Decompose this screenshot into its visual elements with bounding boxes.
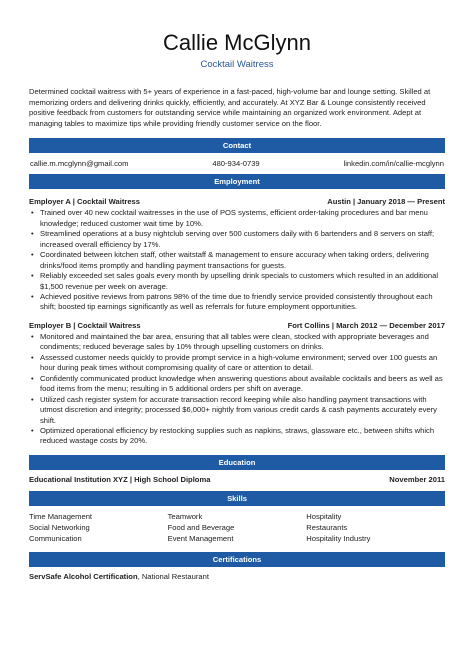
skill-item: Restaurants [306,522,348,532]
job-entry [29,320,445,447]
job-bullet: • Trained over 40 new cocktail waitresses in the use of POS systems, efficient order-taking procedures and bar menu knowledge; reduced customer wait time by 10%. [29,208,445,229]
certification-issuer: , National Restaurant [137,571,209,581]
school-degree: Educational Institution XYZ | High School Diploma [29,474,211,484]
job-title: Cocktail Waitress [200,59,274,70]
job-bullet: • Assessed customer needs quickly to provide prompt service in a high-volume environment; served over 100 guests an hour during peak times without compromising quality of care or attention to detail. [29,353,445,374]
skills-section-header: Skills [29,491,445,506]
job-bullet: • Utilized cash register system for accurate transaction record keeping while also handling payment transactions with utmost discretion and integrity; processed $6,000+ nightly from various credit cards & cash payments accurately every shift. [29,395,445,426]
skill-item: Teamwork [167,511,203,521]
candidate-name: Callie McGlynn [163,30,311,55]
job-bullet: • Achieved positive reviews from patrons 98% of the time due to friendly service provided consistently throughout each shift; boosted tip earnings significantly as well as referrals for future employment opportunities. [29,292,445,313]
education-section-header: Education [29,455,445,470]
linkedin-url: linkedin.com/in/callie-mcglynn [343,159,444,169]
certifications-section-header: Certifications [29,552,445,567]
job-location-dates: Fort Collins | March 2012 — December 2017 [287,320,445,330]
job-employer-title: Employer B | Cocktail Waitress [29,320,141,330]
contact-section-header: Contact [29,138,445,153]
job-bullet: • Monitored and maintained the bar area, ensuring that all tables were clean, stocked with appropriate beverages and condiments; reduced beverage sales by 10% through upselling customers on drinks. [29,332,445,353]
graduation-date: November 2011 [389,474,445,484]
job-employer-title: Employer A | Cocktail Waitress [29,197,141,207]
skill-item: Hospitality Industry [306,533,371,543]
job-bullet: • Reliably exceeded set sales goals every month by upselling drink specials to customers which resulted in an additional $1,500 revenue per week on average. [29,271,445,292]
job-bullet-list [29,208,445,313]
job-location-dates: Austin | January 2018 — Present [327,197,445,207]
skill-item: Social Networking [29,522,90,532]
skill-item: Communication [29,533,82,543]
skills-column [29,511,168,544]
employment-section-header: Employment [29,174,445,189]
skills-grid [29,511,445,544]
email-address: callie.m.mcglynn@gmail.com [30,159,129,169]
phone-number: 480-934-0739 [212,159,260,169]
job-bullet: • Confidently communicated product knowledge when answering questions about available cocktails and beers as well as food items from the menu; resulting in 5 additional orders per shift on average. [29,374,445,395]
job-entry [29,196,445,313]
job-header [29,320,445,331]
skills-column [306,511,445,544]
education-row [29,474,445,485]
job-bullet: • Coordinated between kitchen staff, other waitstaff & management to ensure accuracy when taking orders, delivering drinks/food items promptly and handling payment transactions for guests. [29,250,445,271]
skills-column [168,511,307,544]
contact-row [29,153,445,174]
job-bullet-list [29,332,445,447]
skill-item: Time Management [29,511,93,521]
skill-item: Food and Beverage [167,522,235,532]
profile-summary: Determined cocktail waitress with 5+ years of experience in a fast-paced, high-volume bar and lounge setting. Skilled at memorizing orders and delivering drinks quickly, efficiently, and accurately. At XYZ Bar & Lounge consistently received positive feedback from customers for outstanding service while maintaining an organized work environment. Adept at managing tables to maximize tips while providing friendly customer service on the floor. [29,87,431,128]
certification-name: ServSafe Alcohol Certification [29,571,138,581]
job-bullet: • Streamlined operations at a busy nightclub serving over 500 customers daily with 6 bartenders and 8 servers on staff; increased overall efficiency by 17%. [29,229,445,250]
job-bullet: • Optimized operational efficiency by restocking supplies such as napkins, straws, glassware etc., between shifts which reduced wastage costs by 20%. [29,426,445,447]
skill-item: Hospitality [306,511,342,521]
job-header [29,196,445,207]
skill-item: Event Management [167,533,234,543]
certification-row [29,571,445,582]
